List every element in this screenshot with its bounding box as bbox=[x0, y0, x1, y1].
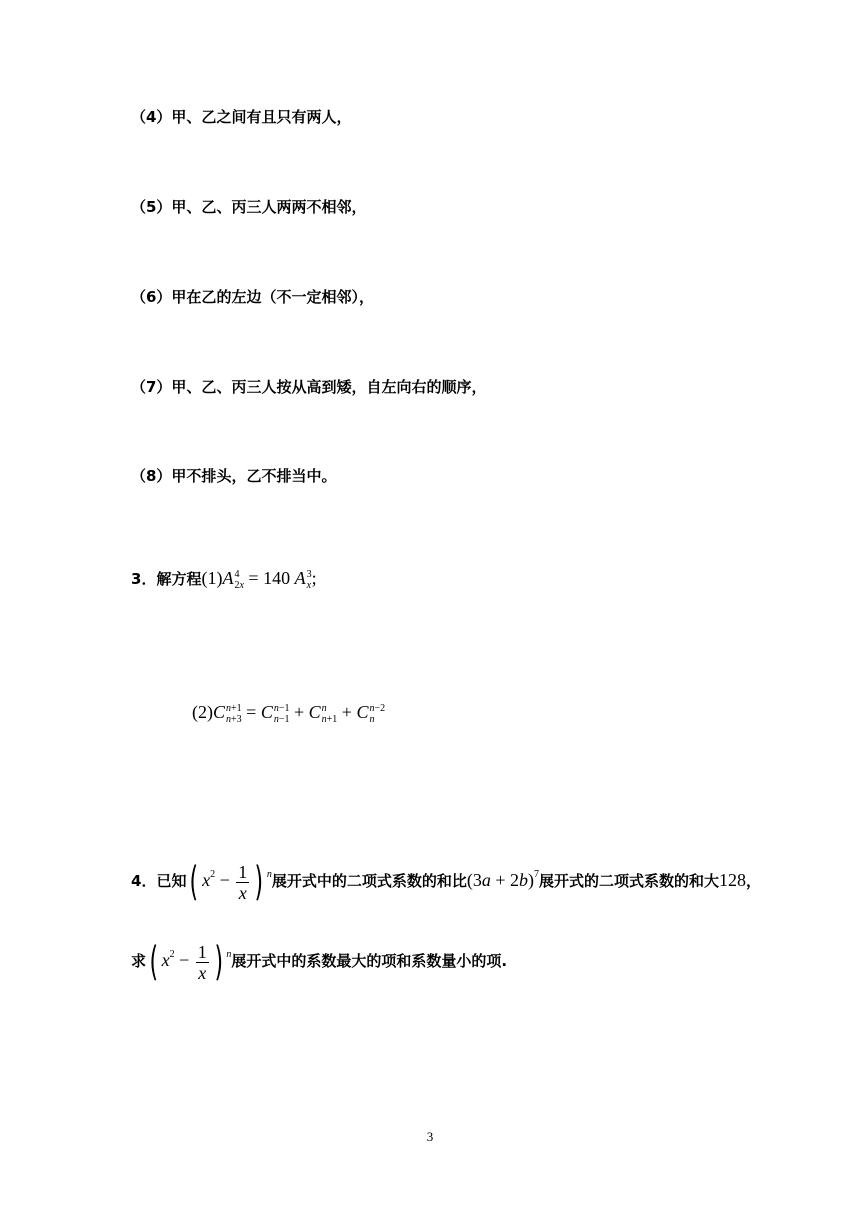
binomial-expression-2: $(3a + 2b)^7$ bbox=[466, 869, 540, 891]
problem-3-label: 解方程 bbox=[156, 570, 202, 588]
problem-4-number: 4 bbox=[131, 872, 142, 891]
problem-3-part-1-equation: A 4 2x = 140 A 3 x ; bbox=[222, 568, 317, 591]
problem-3-part-2-equation: C n+1 n+3 = C n−1 n−1 + C n n+1 + C n−2 n bbox=[213, 702, 386, 725]
problem-3-part-1: 3．解方程(1)A 4 2x = 140 A 3 x ; bbox=[131, 568, 317, 591]
problem-3-part-2-index: (2) bbox=[192, 702, 213, 722]
problem-4-text-d: ， bbox=[746, 872, 762, 891]
problem-4-line-2 bbox=[131, 940, 507, 984]
problem-4-text-b: 展开式中的二项式系数的和比 bbox=[271, 872, 467, 891]
problem-3-part-1-index: (1) bbox=[201, 568, 223, 588]
item-5: （5）甲、乙、丙三人两两不相邻， bbox=[131, 198, 367, 216]
binomial-expression-3: ( $x^2$ − $\frac{1}{x}$ ) $^n$ bbox=[149, 939, 232, 985]
item-7: （7）甲、乙、丙三人按从高到矮，自左向右的顺序， bbox=[131, 378, 487, 396]
problem-4-text-a: 已知 bbox=[156, 872, 187, 891]
problem-4-line-1: 4．已知( $x^2$ − $\frac{1}{x}$ ) $^n$展开式中的二项式系数的和比$(3a + 2b)^7$展开式的二项式系数的和大128， bbox=[131, 859, 762, 905]
page-number: 3 bbox=[426, 1129, 434, 1144]
problem-3-number: 3 bbox=[131, 570, 142, 588]
item-4: （4）甲、乙之间有且只有两人， bbox=[131, 108, 352, 126]
item-8: （8）甲不排头，乙不排当中。 bbox=[131, 467, 337, 485]
item-6: （6）甲在乙的左边（不一定相邻）， bbox=[131, 288, 374, 306]
problem-4-text-e: 求 bbox=[131, 952, 147, 971]
problem-3-part-2 bbox=[192, 702, 385, 725]
problem-4-text-f: 展开式中的系数最大的项和系数量小的项. bbox=[231, 952, 508, 971]
problem-4-value: 128 bbox=[719, 870, 747, 891]
binomial-expression-1: ( $x^2$ − $\frac{1}{x}$ ) $^n$ bbox=[189, 859, 272, 905]
problem-4-text-c: 展开式的二项式系数的和大 bbox=[539, 872, 720, 891]
